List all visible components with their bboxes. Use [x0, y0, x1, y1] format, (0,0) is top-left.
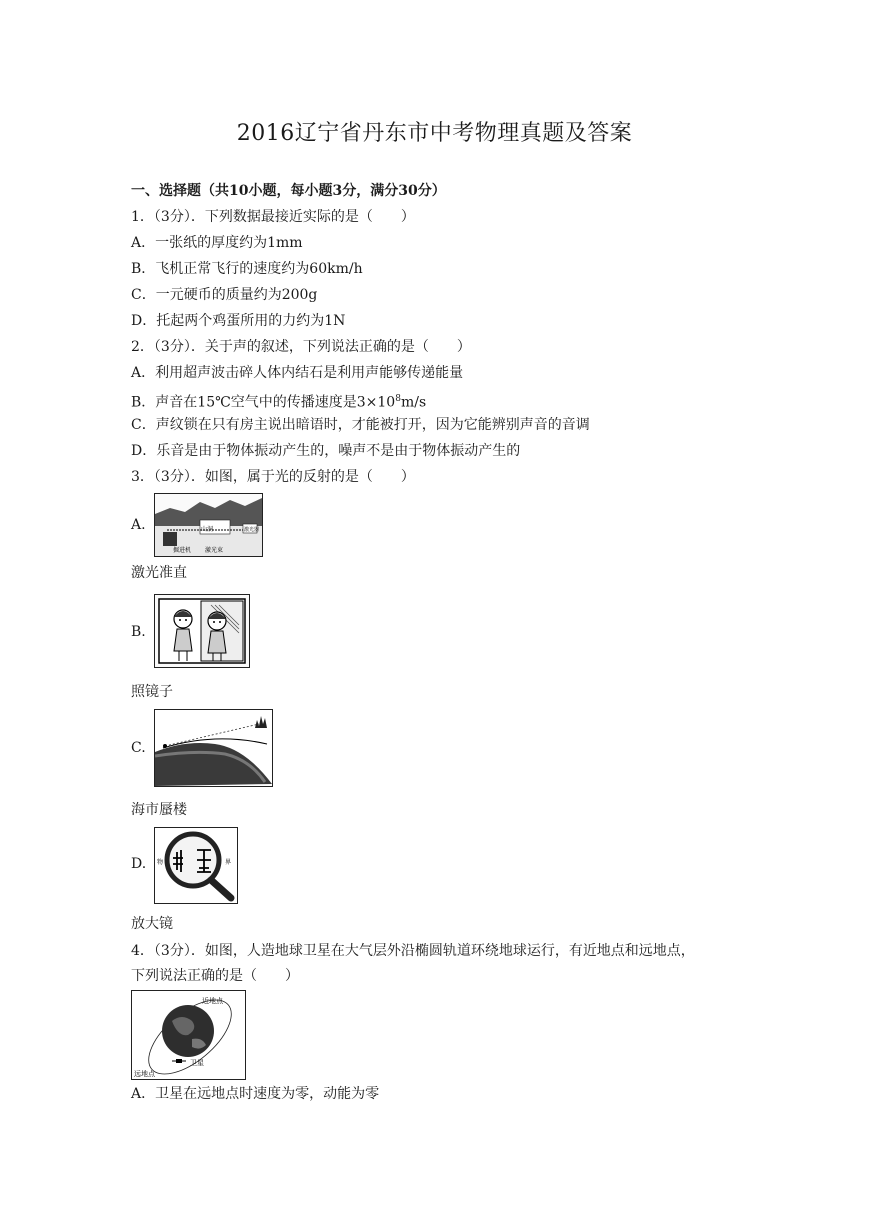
orbit-label-apogee: 远地点 [134, 1070, 155, 1078]
mirage-figure [154, 709, 273, 787]
q1-option-c: C．一元硬币的质量约为200g [131, 287, 318, 303]
q2-option-b-unit: m/s [400, 394, 427, 411]
page-title: 2016辽宁省丹东市中考物理真题及答案 [236, 121, 633, 146]
q4-stem-line1: 4．（3分）．如图，人造地球卫星在大气层外沿椭圆轨道环绕地球运行，有近地点和远地点， [131, 943, 695, 959]
laser-figure-label-tunnel: 山洞 [201, 526, 214, 533]
q1-option-b: B．飞机正常飞行的速度约为60km/h [131, 261, 363, 277]
q3-option-b-label: B. [131, 624, 146, 640]
mirror-figure [154, 594, 250, 668]
q1-option-d: D．托起两个鸡蛋所用的力约为1N [131, 313, 346, 329]
q2-stem: 2．（3分）．关于声的叙述，下列说法正确的是（ ） [131, 339, 471, 355]
magnifier-figure-label-boundary: 界 [225, 859, 232, 866]
q3-option-a-caption: 激光准直 [131, 565, 187, 581]
laser-figure-label-digger: 掘进机 [173, 547, 192, 554]
laser-figure-label-laser: 激光器 [244, 527, 260, 533]
laser-alignment-figure [154, 493, 263, 557]
q3-option-d-label: D. [131, 856, 147, 872]
q3-option-b-caption: 照镜子 [131, 684, 173, 700]
magnifier-figure-label-object: 物 [157, 859, 164, 866]
q4-option-a: A．卫星在远地点时速度为零，动能为零 [131, 1086, 380, 1102]
q3-option-a-label: A. [131, 517, 146, 533]
laser-figure-label-beam: 激光束 [205, 547, 224, 554]
q2-option-c: C．声纹锁在只有房主说出暗语时，才能被打开，因为它能辨别声音的音调 [131, 417, 590, 433]
q3-stem: 3．（3分）．如图，属于光的反射的是（ ） [131, 469, 415, 485]
orbit-label-perigee: 近地点 [202, 997, 223, 1005]
satellite-orbit-figure [131, 990, 246, 1080]
q3-option-d-caption: 放大镜 [131, 916, 173, 932]
q4-stem-line2: 下列说法正确的是（ ） [131, 968, 299, 984]
q1-option-a: A．一张纸的厚度约为1mm [131, 235, 303, 251]
magnifier-figure [154, 827, 238, 904]
q2-option-b [131, 390, 426, 412]
q3-option-c-caption: 海市蜃楼 [131, 802, 187, 818]
q1-stem: 1．（3分）．下列数据最接近实际的是（ ） [131, 209, 415, 225]
q3-option-c-label: C. [131, 740, 146, 756]
section-heading: 一、选择题（共10小题，每小题3分，满分30分） [131, 183, 446, 199]
orbit-label-satellite: 卫星 [190, 1059, 204, 1067]
q2-option-b-main: B．声音在15℃空气中的传播速度是3×10 [131, 394, 396, 411]
q2-option-d: D．乐音是由于物体振动产生的，噪声不是由于物体振动产生的 [131, 443, 521, 459]
q2-option-b-exponent: 8 [395, 394, 401, 404]
q2-option-a: A．利用超声波击碎人体内结石是利用声能够传递能量 [131, 365, 464, 381]
